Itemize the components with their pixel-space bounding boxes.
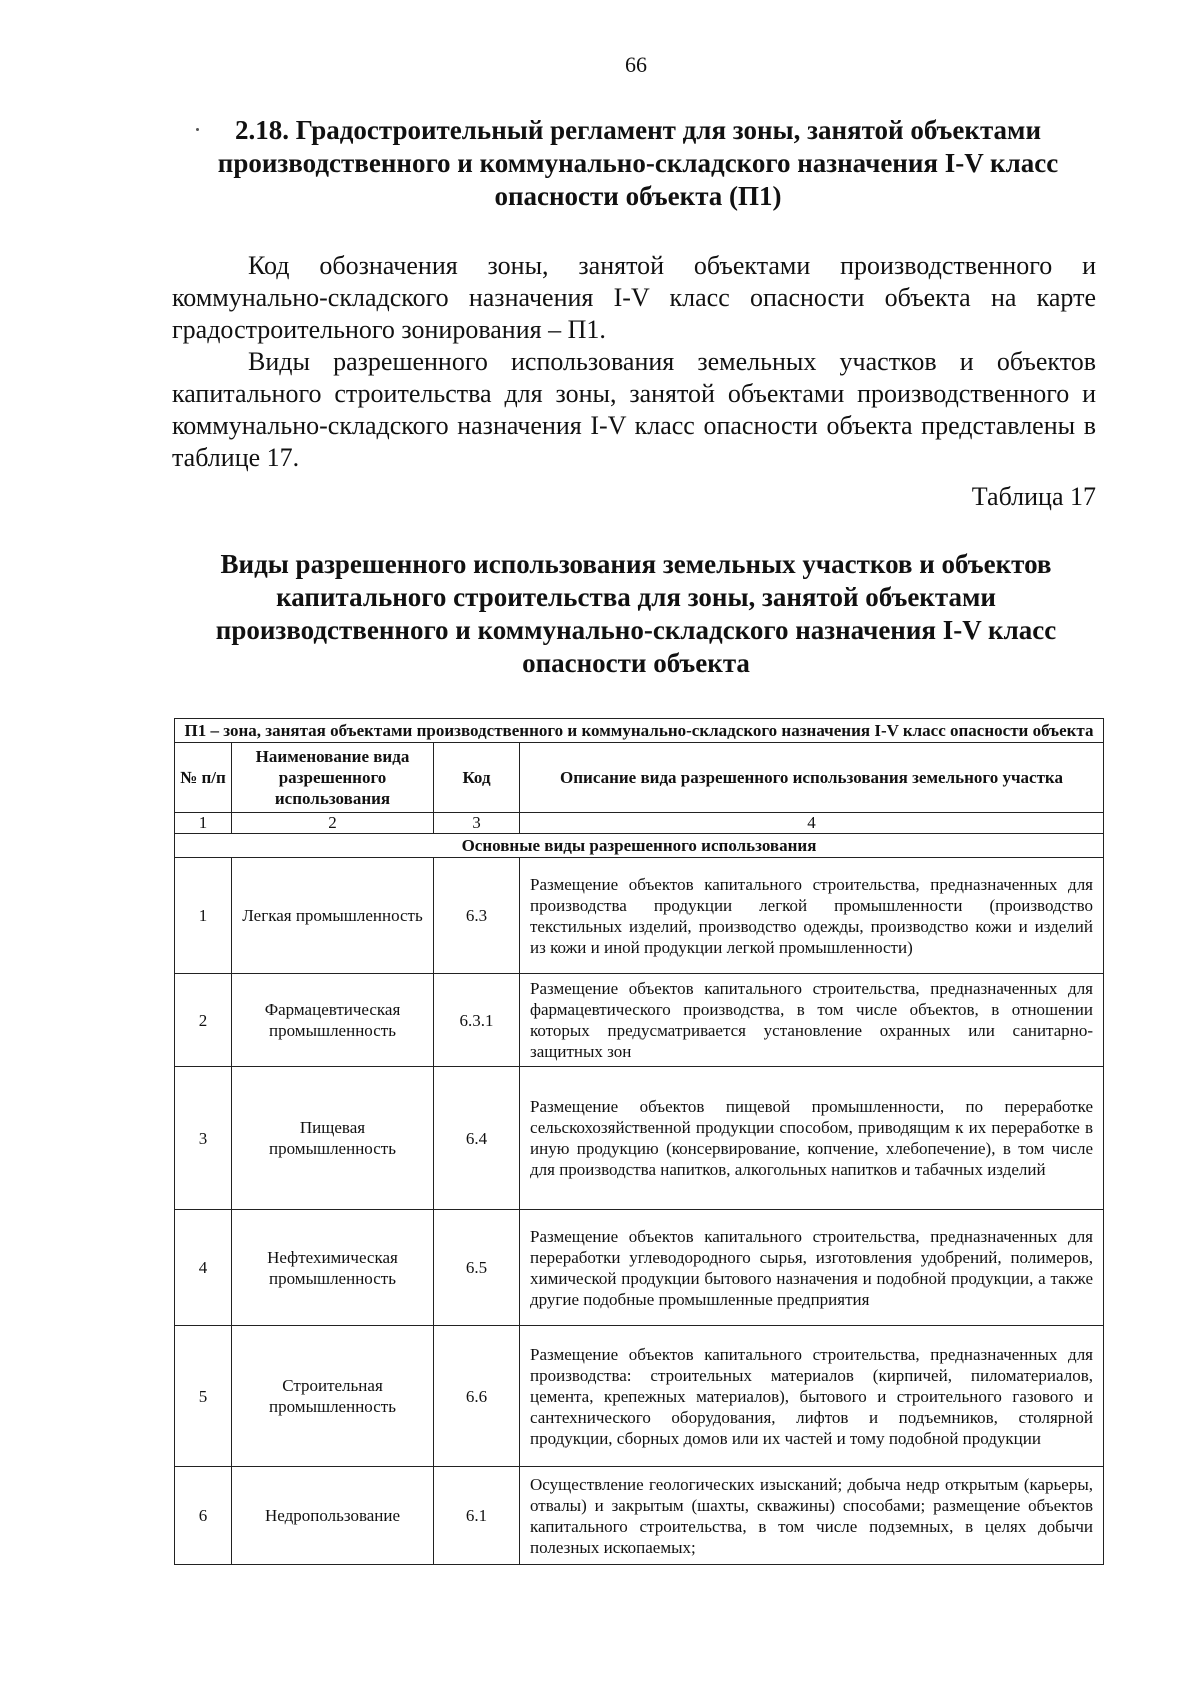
paragraph-zone-code: Код обозначения зоны, занятой объектами производственного и коммунально-складского назначения I-V класс опасности объекта на карте градостроительного зонирования – П1. (172, 251, 1096, 344)
row-number: 1 (175, 858, 232, 974)
table-row (175, 1326, 1104, 1467)
use-description: Размещение объектов капитального строительства, предназначенных для переработки углеводородного сырья, изготовления удобрений, полимеров, химической продукции бытового назначения и подобной продукции, а также другие подобные промышленные предприятия (520, 1210, 1104, 1326)
table-zone-row (175, 719, 1104, 743)
table-header-row (175, 743, 1104, 813)
use-code: 6.6 (434, 1326, 520, 1467)
table-row (175, 974, 1104, 1067)
use-name: Недропользование (232, 1467, 434, 1565)
group-row (175, 834, 1104, 858)
header-description: Описание вида разрешенного использования земельного участка (520, 743, 1104, 813)
use-name: Нефтехимическая промышленность (232, 1210, 434, 1326)
use-name: Фармацевтическая промышленность (232, 974, 434, 1067)
table-row (175, 1210, 1104, 1326)
use-description: Размещение объектов капитального строительства, предназначенных для производства: строительных материалов (кирпичей, пиломатериалов, цемента, крепежных материалов), бытового и строительного газового и сантехнического оборудования, лифтов и подъемников, столярной продукции, сборных домов или их частей и тому подобной продукции (520, 1326, 1104, 1467)
use-name: Пищевая промышленность (232, 1067, 434, 1210)
table-row (175, 1067, 1104, 1210)
column-number: 2 (232, 813, 434, 834)
group-title-main-uses: Основные виды разрешенного использования (175, 834, 1104, 858)
use-code: 6.1 (434, 1467, 520, 1565)
use-description: Размещение объектов пищевой промышленности, по переработке сельскохозяйственной продукции способом, приводящим к их переработке в иную продукцию (консервирование, копчение, хлебопечение), в том числе для производства напитков, алкогольных напитков и табачных изделий (520, 1067, 1104, 1210)
use-description: Размещение объектов капитального строительства, предназначенных для фармацевтического производства, в том числе объектов, в отношении которых предусматривается установление охранных или санитарно-защитных зон (520, 974, 1104, 1067)
use-name: Легкая промышленность (232, 858, 434, 974)
use-code: 6.4 (434, 1067, 520, 1210)
table-row (175, 858, 1104, 974)
page-number: 66 (625, 52, 647, 77)
section-heading: 2.18. Градостроительный регламент для зоны, занятой объектами производственного и коммунально-складского назначения I-V класс опасности объекта (П1) (217, 115, 1059, 211)
table-row (175, 1467, 1104, 1565)
use-name: Строительная промышленность (232, 1326, 434, 1467)
body-text (172, 250, 1096, 474)
use-description: Осуществление геологических изысканий; добыча недр открытым (карьеры, отвалы) и закрытым (шахты, скважины) способами; размещение объектов капитального строительства, в том числе подземных, в целях добычи полезных ископаемых; (520, 1467, 1104, 1565)
header-use-name: Наименование вида разрешенного использования (232, 743, 434, 813)
use-code: 6.5 (434, 1210, 520, 1326)
column-number-row (175, 813, 1104, 834)
header-number: № п/п (175, 743, 232, 813)
paragraph-uses-intro: Виды разрешенного использования земельных участков и объектов капитального строительства для зоны, занятой объектами производственного и коммунально-складского назначения I-V класс опасности объекта представлены в таблице 17. (172, 347, 1096, 472)
permitted-uses-table (174, 718, 1104, 1565)
header-code: Код (434, 743, 520, 813)
row-number: 5 (175, 1326, 232, 1467)
use-code: 6.3 (434, 858, 520, 974)
column-number: 1 (175, 813, 232, 834)
zone-title-cell: П1 – зона, занятая объектами производственного и коммунально-складского назначения I-V класс опасности объекта (175, 719, 1104, 743)
table-caption: Таблица 17 (971, 482, 1096, 511)
row-number: 3 (175, 1067, 232, 1210)
column-number: 3 (434, 813, 520, 834)
row-number: 6 (175, 1467, 232, 1565)
use-description: Размещение объектов капитального строительства, предназначенных для производства продукции легкой промышленности (производство текстильных изделий, производство одежды, производство кожи и изделий из кожи и иной продукции легкой промышленности) (520, 858, 1104, 974)
column-number: 4 (520, 813, 1104, 834)
use-code: 6.3.1 (434, 974, 520, 1067)
table-title: Виды разрешенного использования земельных участков и объектов капитального строительства для зоны, занятой объектами производственного и коммунально-складского назначения I-V класс опасности объекта (215, 549, 1057, 678)
row-number: 2 (175, 974, 232, 1067)
row-number: 4 (175, 1210, 232, 1326)
